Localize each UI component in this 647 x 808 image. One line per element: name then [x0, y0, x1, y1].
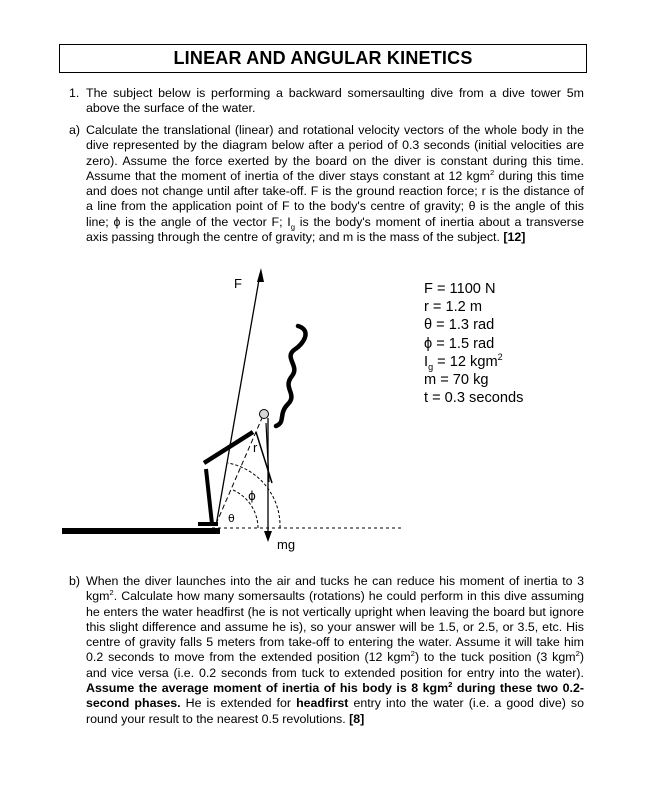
part-b-marks: [8]	[349, 711, 365, 726]
radius-line	[216, 418, 262, 524]
part-a-text: Calculate the translational (linear) and rotational velocity vectors of the whole body in the dive represented by the diagram below after a period of 0.3 seconds (initial velocities are zero). Assume the force exerted by the board on the diver is constant during this time. Assume that the moment of inertia of the diver stays constant at 12 kgm$^2$ during this time and does not change until after take-off. F is the ground reaction force; r is the distance of a line from the application point of F to the body's centre of gravity; θ is the angle of this line; ϕ is the angle of the vector F; $I_g$ is the body's moment of inertia about a transverse axis passing through the centre of gravity; and m is the mass of the subject. [12]	[86, 123, 584, 245]
gravity-arrowhead	[264, 531, 272, 542]
given-force: F = 1100 N	[424, 281, 496, 297]
radius-label: r	[253, 440, 258, 455]
weight-label: mg	[277, 537, 296, 552]
diver-thigh	[204, 432, 253, 463]
dive-board	[62, 528, 220, 534]
given-theta: θ = 1.3 rad	[424, 317, 495, 334]
page-title: LINEAR AND ANGULAR KINETICS	[59, 44, 587, 73]
part-a-label: a)	[69, 123, 81, 137]
given-values	[424, 280, 523, 407]
centre-of-gravity	[260, 410, 269, 419]
diver-torso	[256, 432, 272, 483]
given-time: t = 0.3 seconds	[424, 390, 524, 407]
given-phi: ϕ = 1.5 rad	[424, 335, 495, 352]
diver-shin	[206, 469, 212, 524]
force-label: F	[234, 276, 242, 291]
question-number: 1.	[69, 86, 80, 100]
theta-label: θ	[228, 512, 235, 525]
question-intro: The subject below is performing a backward somersaulting dive from a dive tower 5m above the surface of the water.	[86, 86, 584, 116]
phi-label: ϕ	[248, 489, 256, 503]
given-mass: m = 70 kg	[424, 372, 489, 389]
part-b-label: b)	[69, 574, 81, 588]
diver-arms	[276, 326, 306, 426]
force-arrowhead	[257, 268, 264, 282]
given-radius: r = 1.2 m	[424, 299, 482, 316]
part-a-marks: [12]	[503, 230, 526, 245]
part-b-text: When the diver launches into the air and tucks he can reduce his moment of inertia to 3 kgm$^2$. Calculate how many somersaults (rotations) he could perform in this dive assuming he enters the water headfirst (he is not vertically upright when leaving the board but ignore this slight difference and assume he is), so your answer will be 1.5, or 2.5, or 3.5, etc. His centre of gravity falls 5 meters from take-off to entering the water. Assume it will take him 0.2 seconds to move from the extended position (12 kgm$^2$) to the tuck position (3 kgm$^2$) and vice versa (i.e. 0.2 seconds from tuck to extended position for entry into the water). Assume the average moment of inertia of his body is 8 kgm$^2$ during these two 0.2-second phases. He is extended for headfirst entry into the water (i.e. a good dive) so round your result to the nearest 0.5 revolutions. [8]	[86, 574, 584, 726]
given-inertia: $I_g = 12$ kgm$^2$	[424, 351, 503, 372]
